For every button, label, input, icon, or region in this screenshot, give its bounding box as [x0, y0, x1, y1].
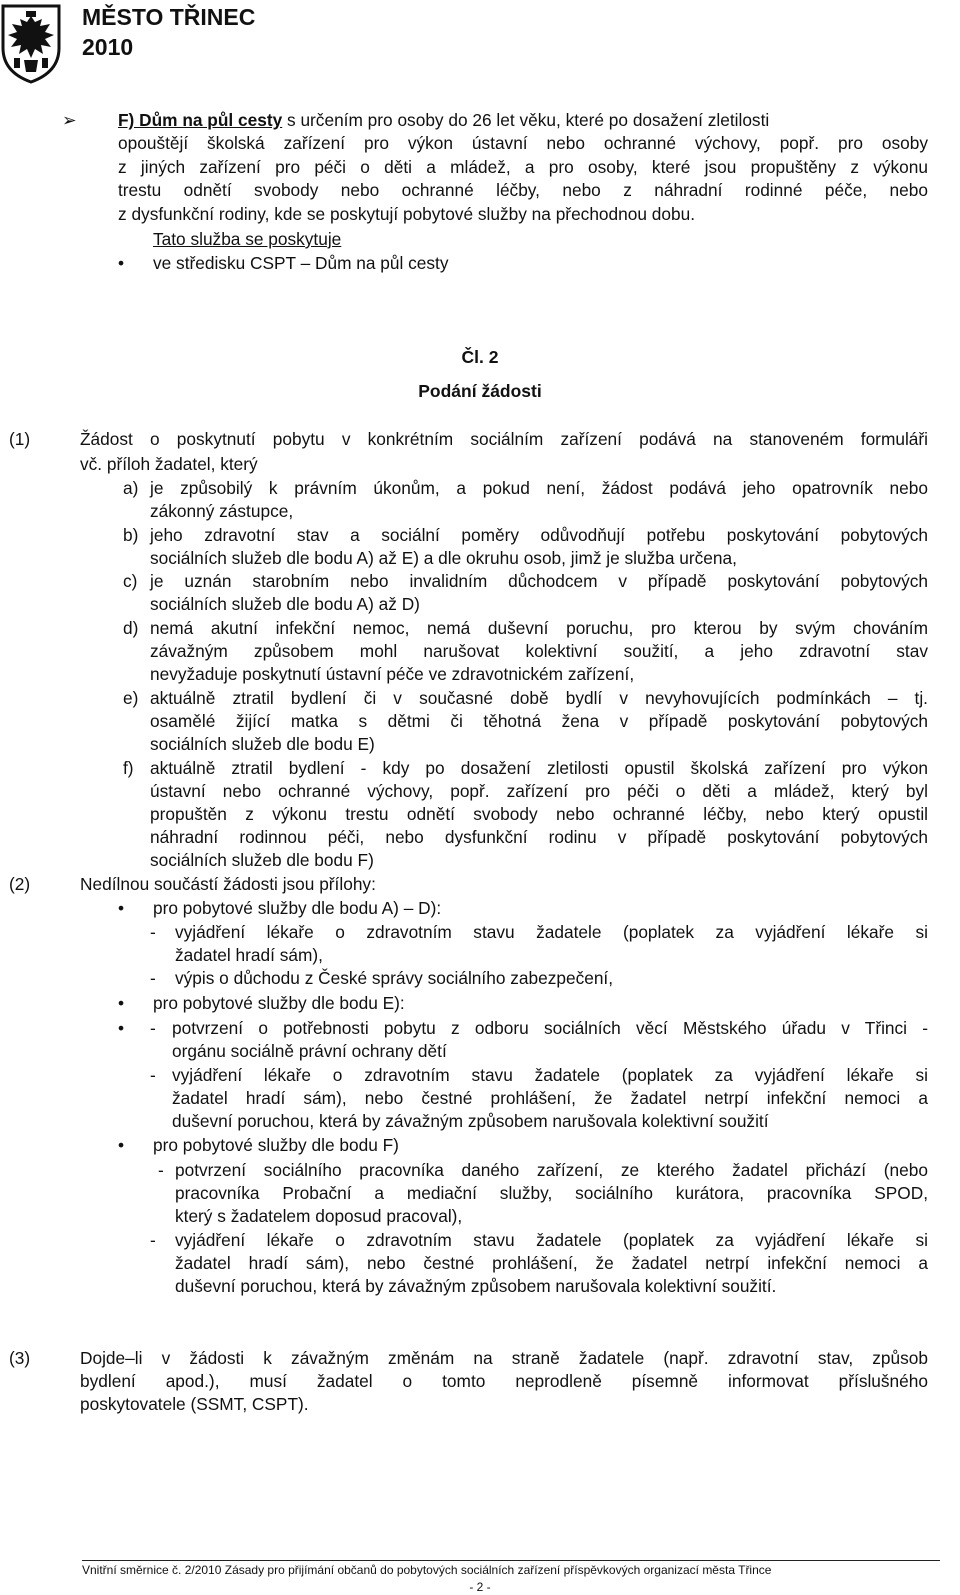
attachment-group-title: pro pobytové služby dle bodu A) – D): [153, 898, 442, 918]
article-title: Podání žádosti [418, 381, 542, 401]
item-line: jeho zdravotní stav a sociální poměry odůvodňují potřebu poskytování pobytových [150, 525, 928, 545]
service-location: ve středisku CSPT – Dům na půl cesty [153, 253, 449, 273]
page-number: - 2 - [469, 1580, 491, 1594]
article-number: Čl. 2 [461, 347, 499, 367]
dash-marker: - [150, 922, 156, 942]
item-label: c) [123, 571, 138, 591]
service-provided-label: Tato služba se poskytuje [153, 229, 342, 249]
arrow-bullet-icon: ➢ [62, 110, 77, 130]
item-line: aktuálně ztratil bydlení či v současné době bydlí v nevyhovujících podmínkách – tj. [150, 688, 928, 708]
attachment-line: výpis o důchodu z České správy sociálního zabezpečení, [175, 968, 614, 988]
intro-line: opouštějí školská zařízení pro výkon ústavní nebo ochranné výchovy, popř. pro osoby [118, 133, 928, 153]
footer-divider [82, 1560, 940, 1561]
paragraph-line: bydlení apod.), musí žadatel o tomto neprodleně písemně informovat příslušného [80, 1371, 928, 1391]
attachment-line: pracovníka Probační a mediační služby, sociálního kurátora, pracovníka SPOD, [175, 1183, 928, 1203]
bullet-icon: • [118, 253, 125, 273]
header-year: 2010 [82, 34, 134, 60]
attachment-line: potvrzení o potřebnosti pobytu z odboru sociálních věcí Městského úřadu v Třinci - [172, 1018, 928, 1038]
bullet-icon: • [118, 993, 125, 1013]
attachment-line: vyjádření lékaře o zdravotním stavu žadatele (poplatek za vyjádření lékaře si [175, 1230, 928, 1250]
item-label: e) [123, 688, 139, 708]
item-label: d) [123, 618, 139, 638]
item-line: je uznán starobním nebo invalidním důchodcem v případě poskytování pobytových [150, 571, 928, 591]
bullet-icon: • [118, 1018, 125, 1038]
attachment-line: žadatel hradí sám), [175, 945, 323, 965]
intro-line: s určením pro osoby do 26 let věku, které po dosažení zletilosti [282, 110, 770, 130]
item-line: sociálních služeb dle bodu F) [150, 850, 374, 870]
paragraph-number: (3) [9, 1348, 31, 1368]
dash-marker: - [150, 1230, 156, 1250]
footer-text: Vnitřní směrnice č. 2/2010 Zásady pro přijímání občanů do pobytových sociálních zařízení příspěvkových organizací města Třince [82, 1563, 772, 1577]
attachment-line: který s žadatelem doposud pracoval), [175, 1206, 463, 1226]
intro-line: z jiných zařízení pro péči o děti a mládež, a pro osoby, které jsou propuštěny z výkonu [118, 157, 928, 177]
intro-title: F) Dům na půl cesty [118, 110, 283, 130]
item-line: nevyžaduje poskytnutí ústavní péče ve zdravotnickém zařízení, [150, 664, 635, 684]
attachment-line: žadatel hradí sám), nebo čestné prohlášení, že žadatel netrpí infekční nemoci a [175, 1253, 928, 1273]
item-line: osamělé žijící matka s dětmi či těhotná žena v případě poskytování pobytových [150, 711, 928, 731]
item-line: nemá akutní infekční nemoc, nemá duševní poruchu, pro kterou by svým chováním [150, 618, 928, 638]
item-line: sociálních služeb dle bodu A) až E) a dle okruhu osob, jimž je služba určena, [150, 548, 737, 568]
attachment-line: duševní poruchou, která by závažným způsobem narušovala kolektivní soužití. [175, 1276, 777, 1296]
item-line: zákonný zástupce, [150, 501, 294, 521]
intro-line: z dysfunkční rodiny, kde se poskytují pobytové služby na přechodnou dobu. [118, 204, 696, 224]
intro-first-line [118, 110, 769, 130]
paragraph-line: poskytovatele (SSMT, CSPT). [80, 1394, 309, 1414]
item-line: je způsobilý k právním úkonům, a pokud není, žádost podává jeho opatrovník nebo [150, 478, 928, 498]
attachment-group-title: pro pobytové služby dle bodu E): [153, 993, 405, 1013]
item-line: závažným způsobem mohl narušovat kolektivní soužití, a jeho zdravotní stav [150, 641, 928, 661]
dash-marker: - [150, 1065, 156, 1085]
dash-marker: - [158, 1160, 164, 1180]
paragraph-number: (2) [9, 874, 31, 894]
paragraph-line: vč. příloh žadatel, který [80, 454, 258, 474]
paragraph-lead: Nedílnou součástí žádosti jsou přílohy: [80, 874, 376, 894]
attachment-line: potvrzení sociálního pracovníka daného zařízení, ze kterého žadatel přichází (nebo [175, 1160, 928, 1180]
attachment-group-title: pro pobytové služby dle bodu F) [153, 1135, 399, 1155]
bullet-icon: • [118, 1135, 125, 1155]
item-line: aktuálně ztratil bydlení - kdy po dosažení zletilosti opustil školská zařízení pro výkon [150, 758, 928, 778]
paragraph-line: Dojde–li v žádosti k závažným změnám na straně žadatele (např. zdravotní stav, způsob [80, 1348, 928, 1368]
bullet-icon: • [118, 898, 125, 918]
item-label: b) [123, 525, 139, 545]
item-line: sociálních služeb dle bodu A) až D) [150, 594, 420, 614]
header-city-name: MĚSTO TŘINEC [82, 4, 256, 30]
intro-line: trestu odnětí svobody nebo ochranné léčby, nebo z náhradní rodinné péče, nebo [118, 180, 928, 200]
item-line: ústavní nebo ochranné výchovy, popř. zařízení pro péči o děti a mládež, který byl [150, 781, 928, 801]
item-label: a) [123, 478, 139, 498]
item-line: sociálních služeb dle bodu E) [150, 734, 375, 754]
attachment-line: duševní poruchou, která by závažným způsobem narušovala kolektivní soužití [172, 1111, 769, 1131]
paragraph-line: Žádost o poskytnutí pobytu v konkrétním sociálním zařízení podává na stanoveném formuláři [80, 429, 928, 449]
attachment-line: vyjádření lékaře o zdravotním stavu žadatele (poplatek za vyjádření lékaře si [175, 922, 928, 942]
item-line: propuštěn z výkonu trestu odnětí svobody nebo ochranné léčby, nebo který opustil [150, 804, 928, 824]
item-line: náhradní rodinnou péči, nebo dysfunkční rodinu v případě poskytování pobytových [150, 827, 928, 847]
paragraph-number: (1) [9, 429, 31, 449]
dash-marker: - [150, 1018, 156, 1038]
attachment-line: žadatel hradí sám), nebo čestné prohlášení, že žadatel netrpí infekční nemoci a [172, 1088, 928, 1108]
dash-marker: - [150, 968, 156, 988]
city-coat-of-arms-logo [0, 2, 62, 84]
attachment-line: vyjádření lékaře o zdravotním stavu žadatele (poplatek za vyjádření lékaře si [172, 1065, 928, 1085]
attachment-line: orgánu sociálně právní ochrany dětí [172, 1041, 447, 1061]
item-label: f) [123, 758, 134, 778]
